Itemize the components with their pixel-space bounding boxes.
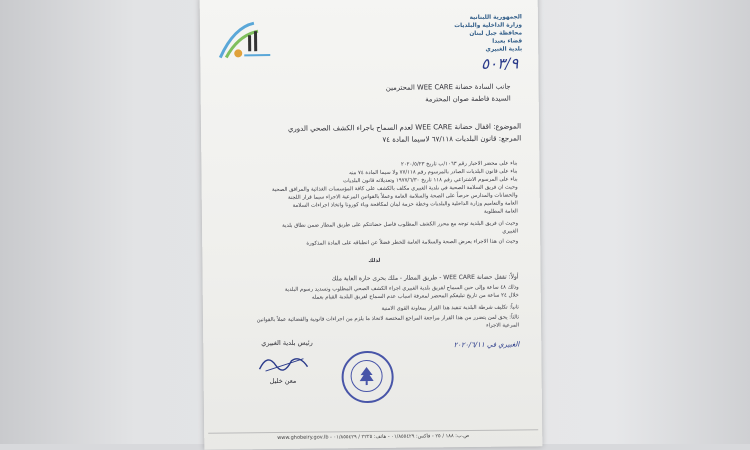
header-line: قضاء بعبدا	[492, 38, 523, 45]
subject-line: الموضوع: اقفال حضانة WEE CARE لعدم السماح باجراء الكشف الصحي الدوري	[287, 122, 522, 133]
header-line: محافظة جبل لبنان	[469, 30, 523, 37]
addressee-line: جانب السادة حضانة WEE CARE المحترمين	[385, 82, 511, 92]
decision-item-2: ثانياً: تكليف شرطة البلدية تنفيذ هذا القرار بمعاونة القوى الامنية	[381, 304, 519, 312]
body-line: بناء على المرسوم الاشتراعي رقم ١١٨ تاريخ ١٩٧٧/٦/٣٠ وتعديلاته قانون البلديات	[343, 176, 518, 185]
municipality-logo-icon	[214, 17, 276, 62]
signature-name: معن خليل	[269, 376, 297, 386]
body-line: العامة المطلوبة	[483, 208, 518, 215]
decision-item-1-line: وذلك ٤٨ ساعة وإلى حين السماح لفريق بلدية الغبيري اجراء الكشف الصحي المطلوب وتسديد رسوم البلدية	[284, 284, 519, 293]
signature-icon	[255, 351, 315, 376]
header-line: وزارة الداخلية والبلديات	[454, 22, 522, 30]
letter-page	[200, 0, 543, 450]
decision-item-3-line: المرعية الاجراء	[486, 322, 520, 329]
page-footer: www.ghobeiry.gov.lb - ص.ب: ١٨٨ / ٢٥ - فاكس: ٠١/٨٥٥٤٢٩ - هاتف: ٢٢٢٥ / ٠١/٨٥٥٤٢٩	[208, 429, 538, 441]
document-number: ٥٠٣/٩	[480, 54, 519, 73]
signature-title: رئيس بلدية الغبيري	[261, 338, 313, 348]
decision-item-3: ثالثاً: يحق لمن يتضرر من هذا القرار مراجعة المراجع المختصة لاتخاذ ما يلزم من اجراءات قانونية والقضائية عملاً بالقوانين	[256, 314, 520, 324]
body-line: والحضانات والمدارس حرصاً على الصحة والسلامة العامة وعملاً بالقوانين المرعية الاجراء سيما قرار اللجنة	[287, 192, 518, 201]
body-line: الغبيري	[502, 228, 519, 235]
body-line: بناء على محضر الاخبار رقم ١٠٦٣/ب تاريخ ٢٠٢٠/٥/٢٣	[400, 160, 518, 168]
decision-item-1: أولاً: تقفل حضانة WEE CARE - طريق المطار - ملك بحرى حارة الغابة ملك	[331, 273, 519, 283]
date-line: الغبيري في ٢٠٢٠/٦/١١	[453, 340, 520, 350]
body-line: العامة والتعاميم وزارة الداخلية والبلديات وخطة حزمة لبنان لمكافحة وباء كورونا واتخاذ اجراءات السلامة	[292, 200, 518, 209]
body-line: وحيث ان فريق البلدية توجه مع محرر الكشف المطلوب فاصل حضانتكم على طريق المطار ضمن نطاق بلدية	[282, 220, 519, 229]
header-line: بلدية الغبيري	[485, 46, 523, 53]
official-stamp-icon	[341, 351, 394, 404]
addressee-name: السيدة فاطمة صوان المحترمة	[425, 94, 511, 104]
body-line: وحيث ان هذا الاجراء يعرض الصحة والسلامة العامة للخطر فضلاً عن انطباقه على المادة المذكورة	[306, 238, 519, 247]
reference-line: المرجع: قانون البلديات ٦٧/١١٨ لاسيما المادة ٧٤	[382, 134, 522, 144]
body-line: بناء على قانون البلديات الصادر بالمرسوم رقم ٧٧/١١٨ ولا سيما المادة ٧٤ منه	[349, 168, 518, 177]
conclusion-label: لذلك	[368, 257, 381, 265]
body-line: وحيث ان فريق السلامة الصحية في بلدية الغبيري مكلف بالكشف على كافة المؤسسات الغذائية والمرافق الصحية	[271, 184, 518, 194]
decision-item-1-line: خلال ٢٤ ساعة من تاريخ تبليغكم المحضر لمعرفة اسباب عدم السماح لفريق البلدية القيام بعمله	[311, 292, 519, 301]
header-line: الجمهورية اللبنانية	[469, 14, 522, 21]
